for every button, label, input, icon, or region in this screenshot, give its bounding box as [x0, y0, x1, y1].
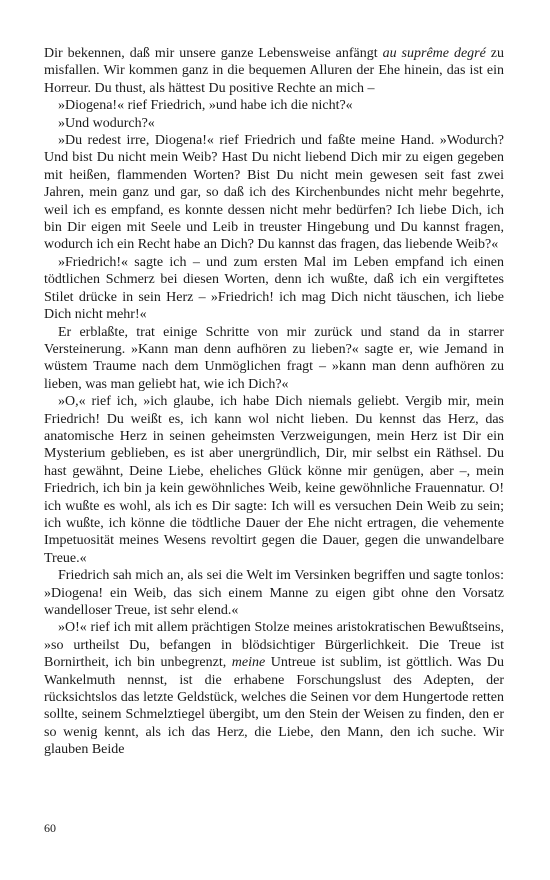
- text-run: »O,« rief ich, »ich glaube, ich habe Dich niemals geliebt. Vergib mir, mein Friedrich! Du weißt es, ich kann wol nicht lieben. Du kennst das Herz, das anatomische Herz in seinen geheimsten Verzweigungen, mein Herz ist Dir ein Mysterium geblieben, es ist aber unergründlich, Dir, mir selbst ein Räthsel. Du hast gewähnt, Deine Liebe, eheliches Glück könne mir genügen, aber –, mein Friedrich, ich bin ja kein gewöhnliches Weib, keine gewöhnliche Frauennatur. O! ich wußte es wohl, als ich es Dir sagte: Ich will es versuchen Dein Weib zu sein; ich wußte, ich könne die tödtliche Dauer der Ehe nicht ertragen, die vehemente Impetuosität meines Wesens revoltirt gegen die Dauer, gegen die unwandelbare Treue.«: [44, 394, 504, 566]
- text-run: »O!« rief ich mit allem prächtigen Stolze meines aristokratischen Bewußtseins, »so urtheilst Du, befangen in blödsichtiger Bürgerlichkeit. Die Treue ist Bornirtheit, ich bin unbegrenzt,: [44, 620, 504, 671]
- text-run: »Und wodurch?«: [58, 115, 155, 131]
- italic-text: au suprême degré: [382, 46, 486, 61]
- text-run: »Du redest irre, Diogena!« rief Friedrich und faßte meine Hand. »Wodurch? Und bist Du nicht mein Weib? Hast Du nicht liebend Dich mir zu eigen gegeben mit heißen, flammenden Worten? Bist Du nicht mein gewesen seit fast zwei Jahren, mein ganz und gar, so daß ich des Kirchenbundes nicht mehr begehrte, weil ich es empfand, es konnte dessen nicht mehr bedürfen? Ich liebe Dich, ich bin Dir eigen mit Seele und Leib in treuster Hingebung und Du kannst fragen, wodurch ich ein Recht habe an Dich? Du kannst das fragen, das liebende Weib?«: [44, 133, 504, 253]
- text-run: zu misfallen. Wir kommen ganz in die bequemen Alluren der Ehe hinein, das ist ein Horreur. Du thust, als hättest Du positive Rechte an mich –: [44, 46, 505, 96]
- paragraph: [44, 254, 504, 324]
- body-text: [44, 45, 504, 759]
- paragraph: [44, 132, 504, 254]
- paragraph: [44, 115, 504, 132]
- italic-text: meine: [231, 655, 266, 671]
- page-number: 60: [44, 821, 56, 835]
- paragraph: [44, 393, 504, 567]
- paragraph: [44, 97, 504, 114]
- paragraph: [44, 324, 504, 394]
- text-run: »Friedrich!« sagte ich – und zum ersten Mal im Leben empfand ich einen tödtlichen Schmerz bei diesen Worten, denn ich wußte, daß ich ein vergiftetes Stilet drücke in sein Herz – »Friedrich! ich mag Dich nicht täuschen, ich liebe Dich nicht mehr!«: [44, 254, 504, 323]
- text-run: Er erblaßte, trat einige Schritte von mir zurück und stand da in starrer Versteinerung. »Kann man denn aufhören zu lieben?« sagte er, wie Jemand in wüstem Traume nach dem Unmöglichen fragt – »kann man denn aufhören zu lieben, was man geliebt hat, wie ich Dich?«: [44, 324, 504, 392]
- text-run: Friedrich sah mich an, als sei die Welt im Versinken begriffen und sagte tonlos: »Diogena! ein Weib, das sich einem Manne zu eigen gibt ohne den Vorsatz wandelloser Treue, ist sehr elend.«: [44, 568, 504, 618]
- text-run: Dir bekennen, daß mir unsere ganze Lebensweise anfängt: [44, 46, 383, 61]
- text-run: »Diogena!« rief Friedrich, »und habe ich die nicht?«: [58, 98, 353, 114]
- paragraph: [44, 619, 504, 758]
- paragraph: [44, 567, 504, 619]
- text-run: Untreue ist sublim, ist göttlich. Was Du Wankelmuth nennst, ist die erhabene Forschungslust des Adepten, der rücksichtslos das letzte Geldstück, welches die Seinen vor dem Hungertode retten sollte, seinem Schmelztiegel übergibt, um den Stein der Weisen zu finden, den er so wenig kennt, als ich das Herz, die Liebe, den Mann, den ich suche. Wir glauben Beide: [44, 655, 504, 758]
- paragraph: [44, 45, 504, 97]
